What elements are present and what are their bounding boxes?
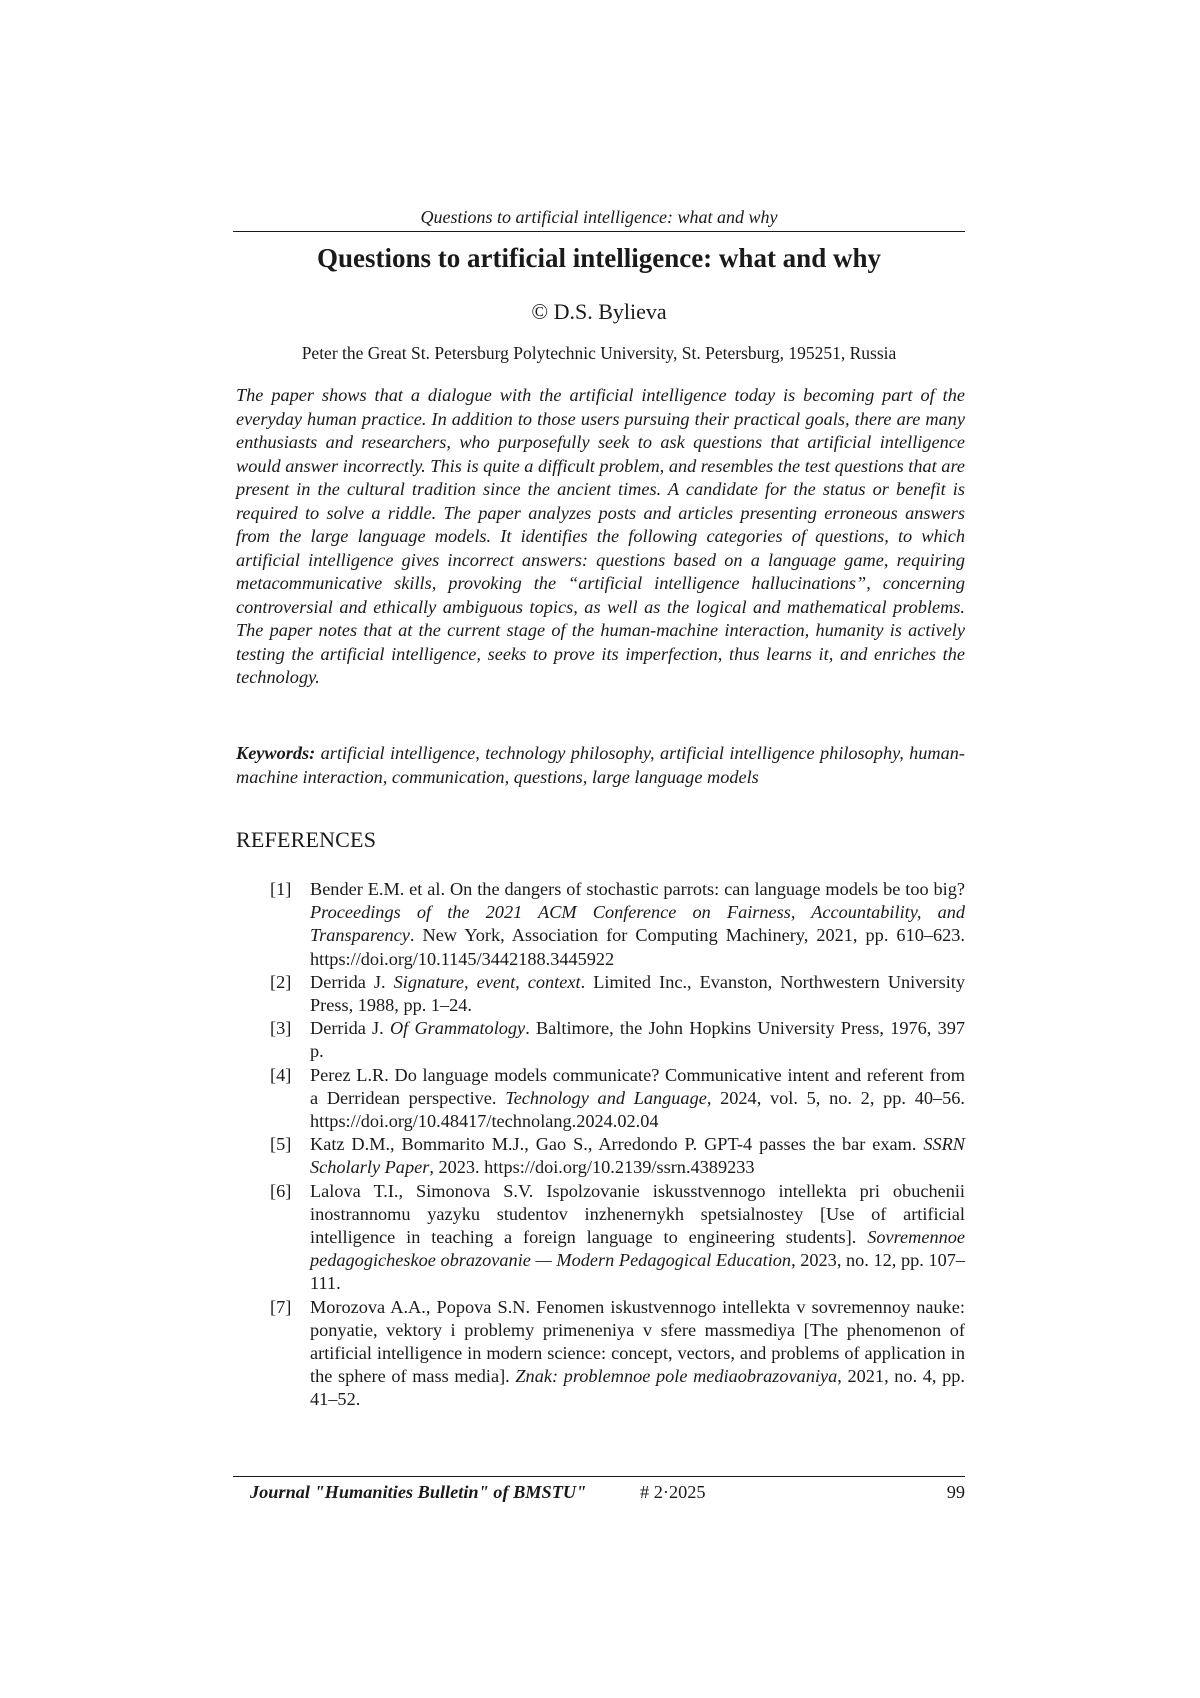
reference-details: . New York, Association for Computing Machinery, 2021, pp. 610–623. https://doi.org/10.1145/3442188.3445922 bbox=[310, 925, 965, 969]
affiliation: Peter the Great St. Petersburg Polytechnic University, St. Petersburg, 195251, Russia bbox=[301, 343, 897, 363]
abstract: The paper shows that a dialogue with the artificial intelligence today is becoming part of the everyday human practice. In addition to those users pursuing their practical goals, there are many enthusiasts and researchers, who purposefully seek to ask questions that artificial intelligence would answer incorrectly. This is quite a difficult problem, and resembles the test questions that are present in the cultural tradition since the ancient times. A candidate for the status or benefit is required to solve a riddle. The paper analyzes posts and articles presenting erroneous answers from the large language models. It identifies the following categories of questions, to which artificial intelligence gives incorrect answers: questions based on a language game, requiring metacommunicative skills, provoking the “artificial intelligence hallucinations”, concerning controversial and ethically ambiguous topics, as well as the logical and mathematical problems. The paper notes that at the current stage of the human-machine interaction, humanity is actively testing the artificial intelligence, seeks to prove its imperfection, thus learns it, and enriches the technology. bbox=[236, 385, 965, 687]
reference-source: Sovremennoe pedagogicheskoe obrazovanie — Modern Pedagogical Education bbox=[310, 1227, 965, 1271]
reference-details: , 2023, no. 12, pp. 107–111. bbox=[310, 1250, 966, 1294]
keywords-label: Keywords: bbox=[236, 743, 316, 763]
reference-details: , 2023. https://doi.org/10.2139/ssrn.4389233 bbox=[429, 1157, 755, 1178]
reference-item bbox=[236, 971, 965, 1017]
reference-source: SSRN Scholarly Paper bbox=[310, 1134, 965, 1178]
reference-details: , 2021, no. 4, pp. 41–52. bbox=[310, 1366, 965, 1410]
reference-number: [6] bbox=[270, 1180, 292, 1201]
references-heading: REFERENCES bbox=[236, 827, 377, 852]
reference-number: [2] bbox=[270, 971, 292, 992]
page-number: 99 bbox=[946, 1482, 965, 1502]
reference-source: Proceedings of the 2021 ACM Conference on Fairness, Accountability, and Transparency bbox=[310, 902, 965, 946]
reference-text: Bender E.M. et al. On the dangers of stochastic parrots: can language models be too big? bbox=[310, 879, 965, 899]
running-head: Questions to artificial intelligence: what and why bbox=[420, 207, 778, 227]
reference-details: . Limited Inc., Evanston, Northwestern University Press, 1988, pp. 1–24. bbox=[310, 971, 965, 1016]
reference-text: Morozova A.A., Popova S.N. Fenomen iskustvennogo intellekta v sovremennoy nauke: ponyatie, vektory i problemy primeneniya v sfere massmediya [The phenomenon of artificial intelligence in modern science: concept, vectors, and problems of application in the sphere of mass media]. bbox=[310, 1296, 965, 1387]
reference-number: [4] bbox=[270, 1064, 292, 1085]
reference-details: . Baltimore, the John Hopkins University Press, 1976, 397 p. bbox=[310, 1018, 965, 1062]
reference-source: Znak: problemnoe pole mediaobrazovaniya bbox=[515, 1366, 838, 1387]
author: © D.S. Bylieva bbox=[531, 299, 667, 324]
reference-number: [7] bbox=[270, 1296, 292, 1317]
reference-item bbox=[236, 878, 965, 971]
reference-item bbox=[236, 1180, 965, 1296]
reference-text: Derrida J. bbox=[310, 971, 394, 992]
reference-source: Technology and Language bbox=[505, 1087, 707, 1108]
reference-number: [5] bbox=[270, 1134, 292, 1155]
reference-details: , 2024, vol. 5, no. 2, pp. 40–56. https://doi.org/10.48417/technolang.2024.02.04 bbox=[310, 1087, 965, 1132]
reference-source: Of Grammatology bbox=[389, 1018, 526, 1039]
reference-text: Perez L.R. Do language models communicate? Communicative intent and referent from a Derridean perspective. bbox=[310, 1064, 965, 1108]
header-rule bbox=[233, 231, 965, 232]
keywords-text: artificial intelligence, technology philosophy, artificial intelligence philosophy, human-machine interaction, communication, questions, large language models bbox=[236, 743, 966, 787]
reference-item bbox=[236, 1296, 965, 1412]
reference-text: Lalova T.I., Simonova S.V. Ispolzovanie iskusstvennogo intellekta pri obuchenii inostrannomu yazyku studentov inzhenernykh spetsialnostey [Use of artificial intelligence in teaching a foreign language to engineering students]. bbox=[310, 1180, 965, 1248]
reference-number: [1] bbox=[270, 879, 292, 899]
keywords bbox=[236, 742, 965, 789]
reference-text: Derrida J. bbox=[310, 1018, 390, 1039]
paper-title: Questions to artificial intelligence: what and why bbox=[317, 243, 881, 273]
reference-item bbox=[236, 1017, 965, 1063]
reference-text: Katz D.M., Bommarito M.J., Gao S., Arredondo P. GPT-4 passes the bar exam. bbox=[310, 1134, 924, 1155]
reference-number: [3] bbox=[270, 1018, 292, 1039]
footer-issue: # 2·2025 bbox=[640, 1482, 706, 1502]
footer-journal: Journal "Humanities Bulletin" of BMSTU" bbox=[250, 1482, 587, 1502]
reference-list bbox=[236, 878, 965, 1412]
reference-source: Signature, event, context bbox=[393, 971, 581, 992]
reference-item bbox=[236, 1133, 965, 1179]
reference-item bbox=[236, 1064, 965, 1134]
footer-rule bbox=[233, 1476, 965, 1477]
